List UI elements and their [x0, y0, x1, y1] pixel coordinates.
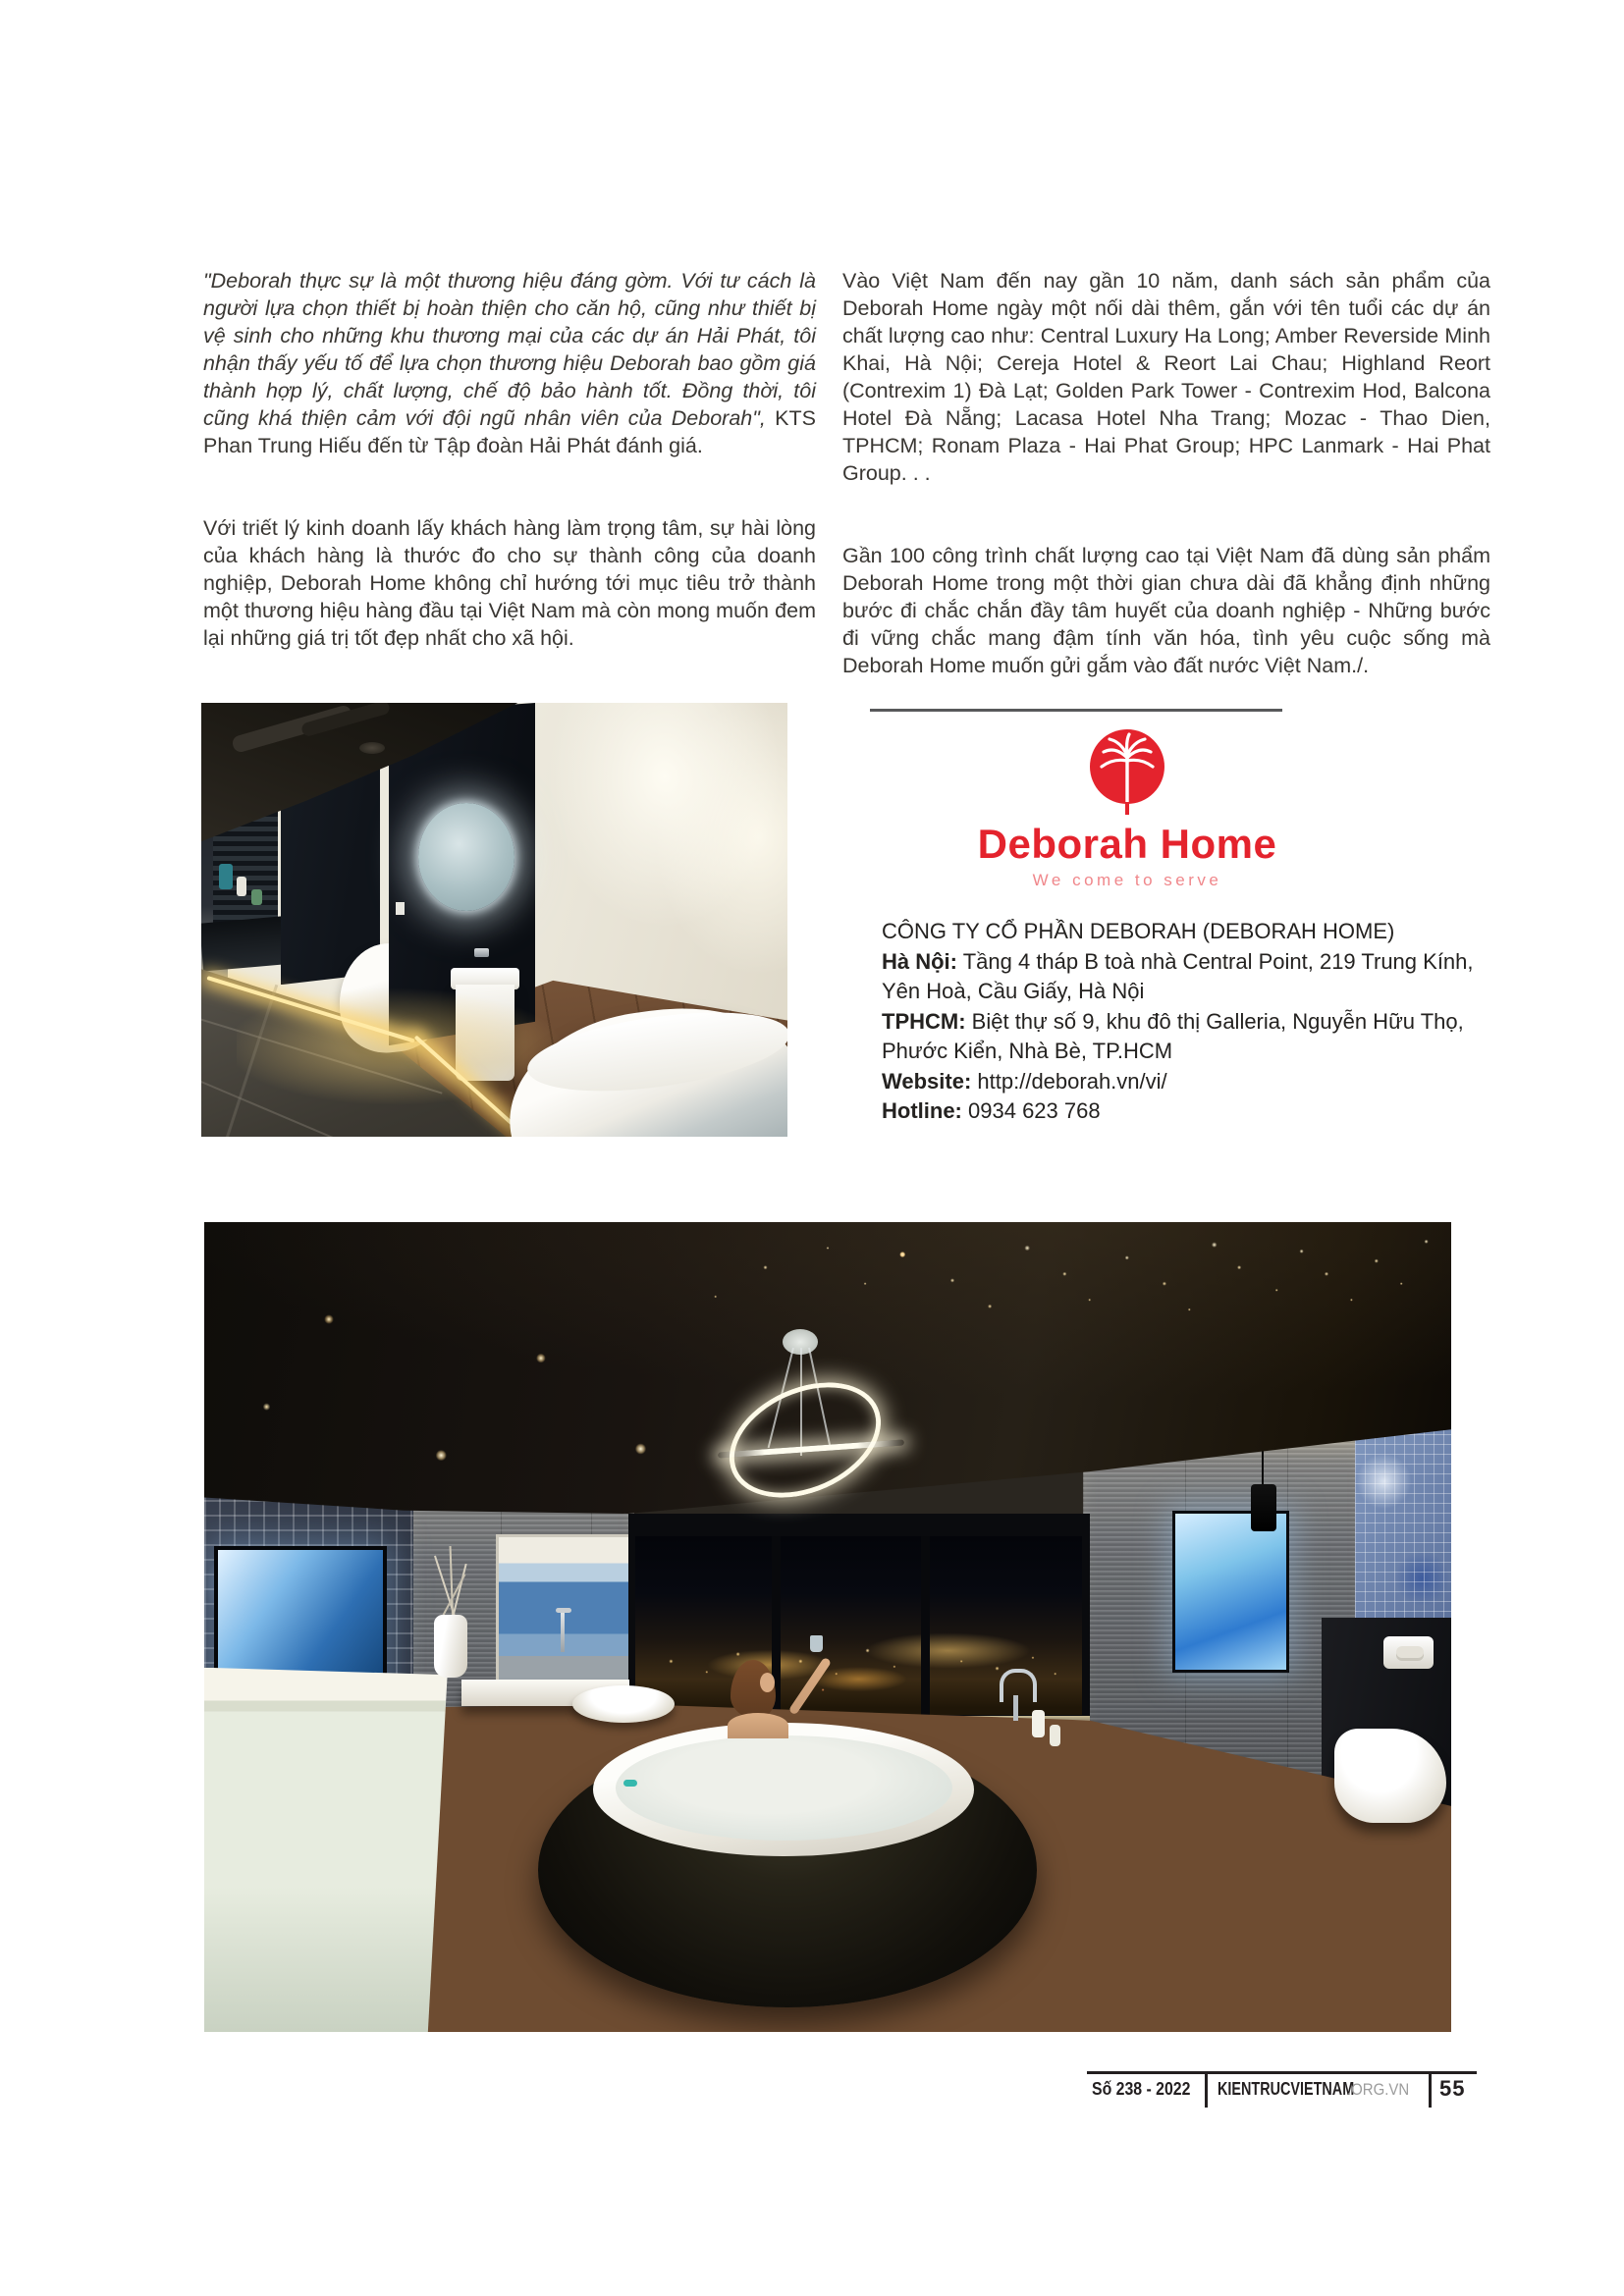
right-paragraph-1: Vào Việt Nam đến nay gần 10 năm, danh sách sản phẩm của Deborah Home ngày một nối dài thêm, gắn với tên tuổi các dự án chất lượng cao như: Central Luxury Ha Long; Amber Reverside Minh Khai, Hà Nội; Cereja Hotel & Reort Lai Chau; Highland Reort (Contrexim 1) Đà Lạt; Golden Park Tower - Contrexim Hod, Balcona Hotel Đà Nẵng; Lacasa Hotel Nha Trang; Mozac - Thao Dien, TPHCM; Ronam Plaza - Hai Phat Group; HPC Lanmark - Hai Phat Group. . . — [842, 269, 1490, 485]
brand-name: Deborah Home — [977, 821, 1277, 867]
footer-site-suffix: .ORG.VN — [1347, 2080, 1410, 2099]
quote-text: "Deborah thực sự là một thương hiệu đáng gờm. Với tư cách là người lựa chọn thiết bị hoàn thiện cho căn hộ, cũng như thiết bị vệ sinh cho những khu thương mại của các dự án Hải Phát, tôi nhận thấy yếu tố để lựa chọn thương hiệu Deborah bao gồm giá thành hợp lý, chất lượng, chế độ bảo hành tốt. Đồng thời, tôi cũng khá thiện cảm với đội ngũ nhân viên của Deborah", — [203, 269, 816, 430]
hanoi-label: Hà Nội: — [882, 948, 957, 974]
footer-rule — [1087, 2071, 1477, 2074]
footer-divider-bar — [1205, 2071, 1208, 2108]
tub-water — [616, 1735, 952, 1841]
vessel-sink-bowl — [572, 1685, 675, 1723]
hotline-label: Hotline: — [882, 1098, 962, 1123]
blue-lightbox-art — [1172, 1511, 1289, 1673]
company-address-hanoi — [882, 947, 1474, 978]
toiletry-bottle — [1050, 1725, 1060, 1746]
website-url: http://deborah.vn/vi/ — [977, 1068, 1167, 1094]
shelf-item — [237, 877, 246, 896]
wall-hung-toilet — [1334, 1729, 1446, 1823]
mosaic-wall-right — [1355, 1409, 1451, 1652]
company-address-hanoi-2: Yên Hoà, Cầu Giấy, Hà Nội — [882, 979, 1145, 1003]
left-paragraph-2: Với triết lý kinh doanh lấy khách hàng làm trọng tâm, sự hài lòng của khách hàng là thước đo cho sự thành công của doanh nghiệp, Deborah Home không chỉ hướng tới mục tiêu trở thành một thương hiệu hàng đầu tại Việt Nam mà còn mong muốn đem lại những giá trị tốt đẹp nhất cho xã hội. — [203, 516, 816, 650]
ceiling-spotlight — [359, 742, 385, 754]
drink-glass — [810, 1635, 823, 1652]
divider-rule — [870, 709, 1282, 712]
website-label: Website: — [882, 1068, 972, 1094]
showroom-photo-large — [204, 1222, 1451, 2032]
quote-paragraph — [203, 267, 816, 459]
white-counter — [204, 1668, 448, 2032]
right-paragraph-2: Gần 100 công trình chất lượng cao tại Việt Nam đã dùng sản phẩm Deborah Home trong một thời gian chưa dài đã khẳng định những bước đi chắc chắn đầy tâm huyết của doanh nghiệp - Những bước đi vững chắc mang đậm tính văn hóa, tình yêu cuộc sống mà Deborah Home muốn gửi gắm vào đất nước Việt Nam./. — [842, 544, 1490, 677]
footer-divider-bar — [1429, 2071, 1432, 2108]
toiletry-bottle — [1032, 1710, 1045, 1737]
small-label-tag — [396, 902, 405, 915]
article-left-column — [203, 267, 816, 652]
showroom-photo-small — [201, 703, 787, 1137]
shelf-item — [251, 889, 262, 905]
white-vase — [434, 1615, 467, 1678]
basin-tap — [474, 948, 489, 957]
hanoi-address: Tầng 4 tháp B toà nhà Central Point, 219 Trung Kính, — [962, 948, 1474, 974]
article-right-column — [842, 267, 1490, 679]
page-number: 55 — [1439, 2076, 1466, 2101]
company-website — [882, 1067, 1474, 1097]
tub-faucet — [1000, 1669, 1037, 1702]
footer-issue-number: Số 238 - 2022 — [1092, 2079, 1191, 2099]
hotline-number: 0934 623 768 — [968, 1098, 1101, 1123]
flush-buttons — [1396, 1646, 1424, 1658]
company-info — [882, 917, 1474, 1127]
tphcm-address: Biệt thự số 9, khu đô thị Galleria, Nguyễn Hữu Thọ, — [971, 1008, 1464, 1034]
company-address-tphcm-2: Phước Kiển, Nhà Bè, TP.HCM — [882, 1039, 1173, 1063]
footer-site-name: KIENTRUCVIETNAM — [1218, 2079, 1355, 2099]
bather-shoulders — [728, 1713, 788, 1738]
black-cylinder-pendant — [1251, 1484, 1276, 1531]
deborah-home-logo — [931, 728, 1324, 890]
teal-accent-item — [623, 1780, 637, 1787]
shelf-item — [219, 864, 233, 889]
palm-tree-circle-icon — [1089, 728, 1165, 817]
brand-tagline: We come to serve — [1032, 871, 1222, 889]
company-name: CÔNG TY CỔ PHẦN DEBORAH (DEBORAH HOME) — [882, 919, 1395, 943]
window-mullion — [921, 1536, 930, 1715]
company-hotline — [882, 1096, 1474, 1127]
vessel-sink-faucet — [561, 1611, 565, 1652]
round-backlit-mirror — [418, 803, 515, 912]
quote-attribution: KTS Phan Trung Hiếu đến từ Tập đoàn Hải Phát đánh giá. — [203, 406, 816, 457]
tub-faucet-stem — [1013, 1695, 1018, 1721]
vessel-sink-faucet-spout — [556, 1608, 571, 1613]
tphcm-label: TPHCM: — [882, 1008, 966, 1034]
company-address-tphcm — [882, 1007, 1474, 1038]
